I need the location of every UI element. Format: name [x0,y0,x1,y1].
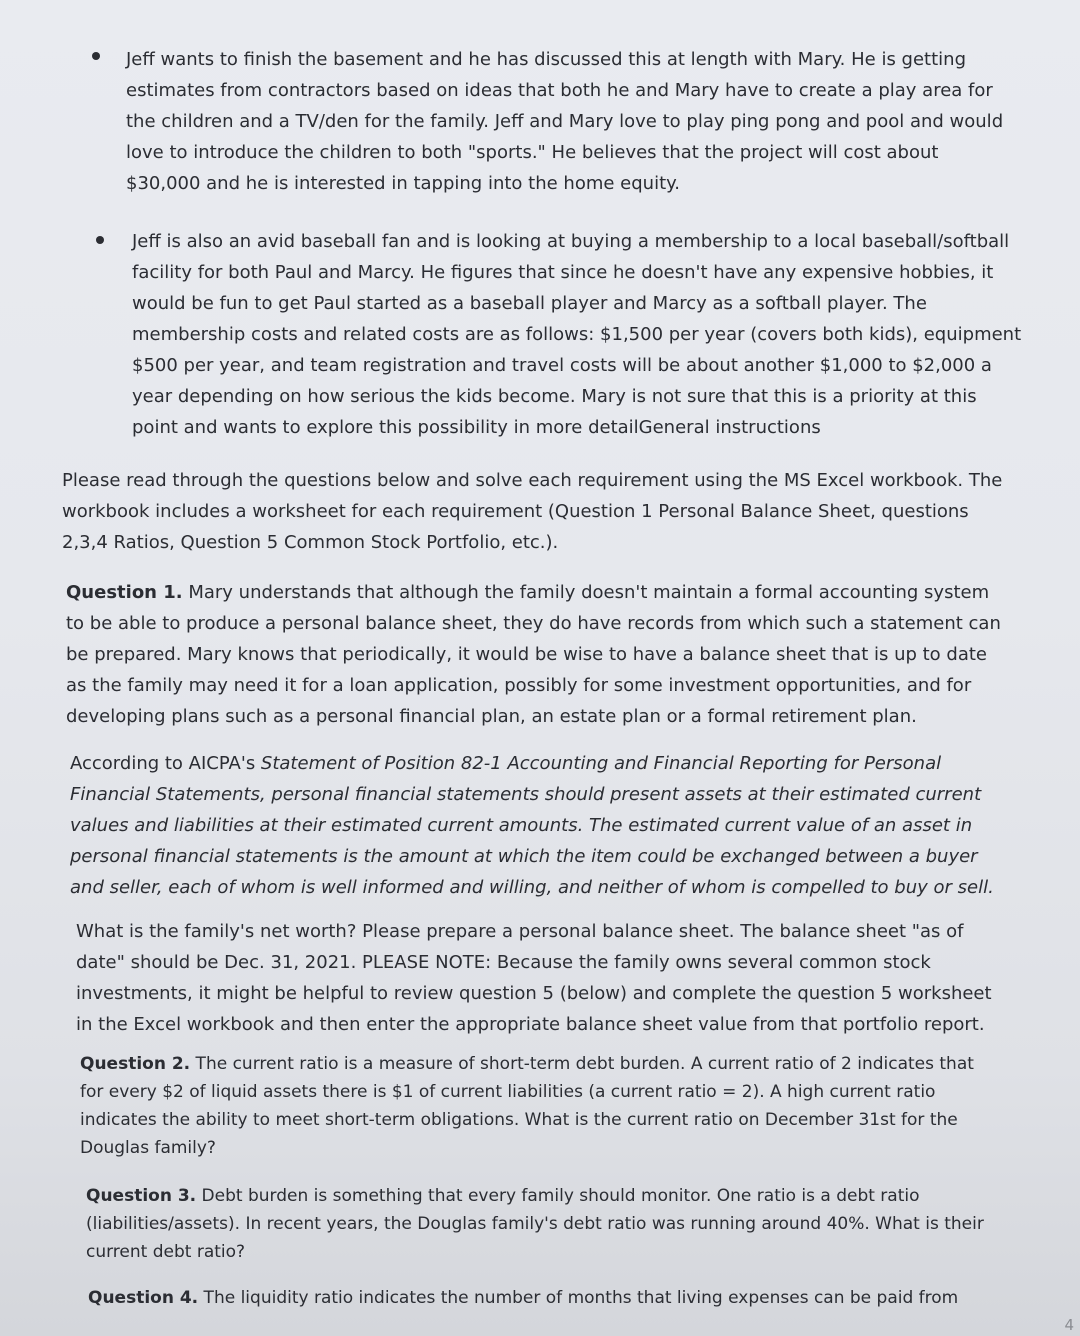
question-4 [88,1284,988,1312]
bullet-dot [96,236,104,244]
question-3-label: Question 3. [86,1186,197,1206]
page-number: 4 [1064,1316,1074,1334]
question-4-text: The liquidity ratio indicates the number of months that living expenses can be paid from [198,1288,959,1308]
question-2-text: The current ratio is a measure of short-term debt burden. A current ratio of 2 indicates that for every $2 of liquid assets there is $1 of current liabilities (a current ratio = 2). A high current ratio indicates the ability to meet short-term obligations. What is the current ratio on December 31st for the Douglas family? [80,1054,974,1158]
general-instructions: Please read through the questions below and solve each requirement using the MS Excel workbook. The workbook includes a worksheet for each requirement (Question 1 Personal Balance Sheet, questions 2,3,4 Ratios, Question 5 Common Stock Portfolio, etc.). [62,470,1003,553]
bullet-text-baseball: Jeff is also an avid baseball fan and is looking at buying a membership to a local baseball/softball facility for both Paul and Marcy. He figures that since he doesn't have any expensive hobbies, it would be fun to get Paul started as a baseball player and Marcy as a softball player. The membership costs and related costs are as follows: $1,500 per year (covers both kids), equipment $500 per year, and team registration and travel costs will be about another $1,000 to $2,000 a year depending on how serious the kids become. Mary is not sure that this is a priority at this point and wants to explore this possibility in more detailGeneral instructions [132,231,1022,438]
aicpa-statement [70,748,1005,903]
question-2-label: Question 2. [80,1054,191,1074]
bullet-dot [92,52,100,60]
aicpa-quote: Statement of Position 82-1 Accounting and Financial Reporting for Personal Financial Statements, personal financial statements should present assets at their estimated current values and liabilities at their estimated current amounts. The estimated current value of an asset in personal financial statements is the amount at which the item could be exchanged between a buyer and seller, each of whom is well informed and willing, and neither of whom is compelled to buy or sell. [70,753,994,898]
question-3 [86,1182,991,1266]
question-2 [80,1050,995,1162]
question-1-text: Mary understands that although the family doesn't maintain a formal accounting system to be able to produce a personal balance sheet, they do have records from which such a statement can be prepared. Mary knows that periodically, it would be wise to have a balance sheet that is up to date as the family may need it for a loan application, possibly for some investment opportunities, and for developing plans such as a personal financial plan, an estate plan or a formal retirement plan. [66,582,1001,727]
question-4-label: Question 4. [88,1288,199,1308]
aicpa-lead: According to AICPA's [70,753,261,774]
bullet-text-basement: Jeff wants to finish the basement and he has discussed this at length with Mary. He is getting estimates from contractors based on ideas that both he and Mary have to create a play area for the children and a TV/den for the family. Jeff and Mary love to play ping pong and pool and would love to introduce the children to both "sports." He believes that the project will cost about $30,000 and he is interested in tapping into the home equity. [126,49,1004,194]
net-worth-question: What is the family's net worth? Please prepare a personal balance sheet. The balance sheet "as of date" should be Dec. 31, 2021. PLEASE NOTE: Because the family owns several common stock investments, it might be helpful to review question 5 (below) and complete the question 5 worksheet in the Excel workbook and then enter the appropriate balance sheet value from that portfolio report. [76,921,992,1035]
question-1-label: Question 1. [66,582,183,603]
question-1 [66,577,1011,732]
question-3-text: Debt burden is something that every family should monitor. One ratio is a debt ratio (liabilities/assets). In recent years, the Douglas family's debt ratio was running around 40%. What is their current debt ratio? [86,1186,984,1262]
